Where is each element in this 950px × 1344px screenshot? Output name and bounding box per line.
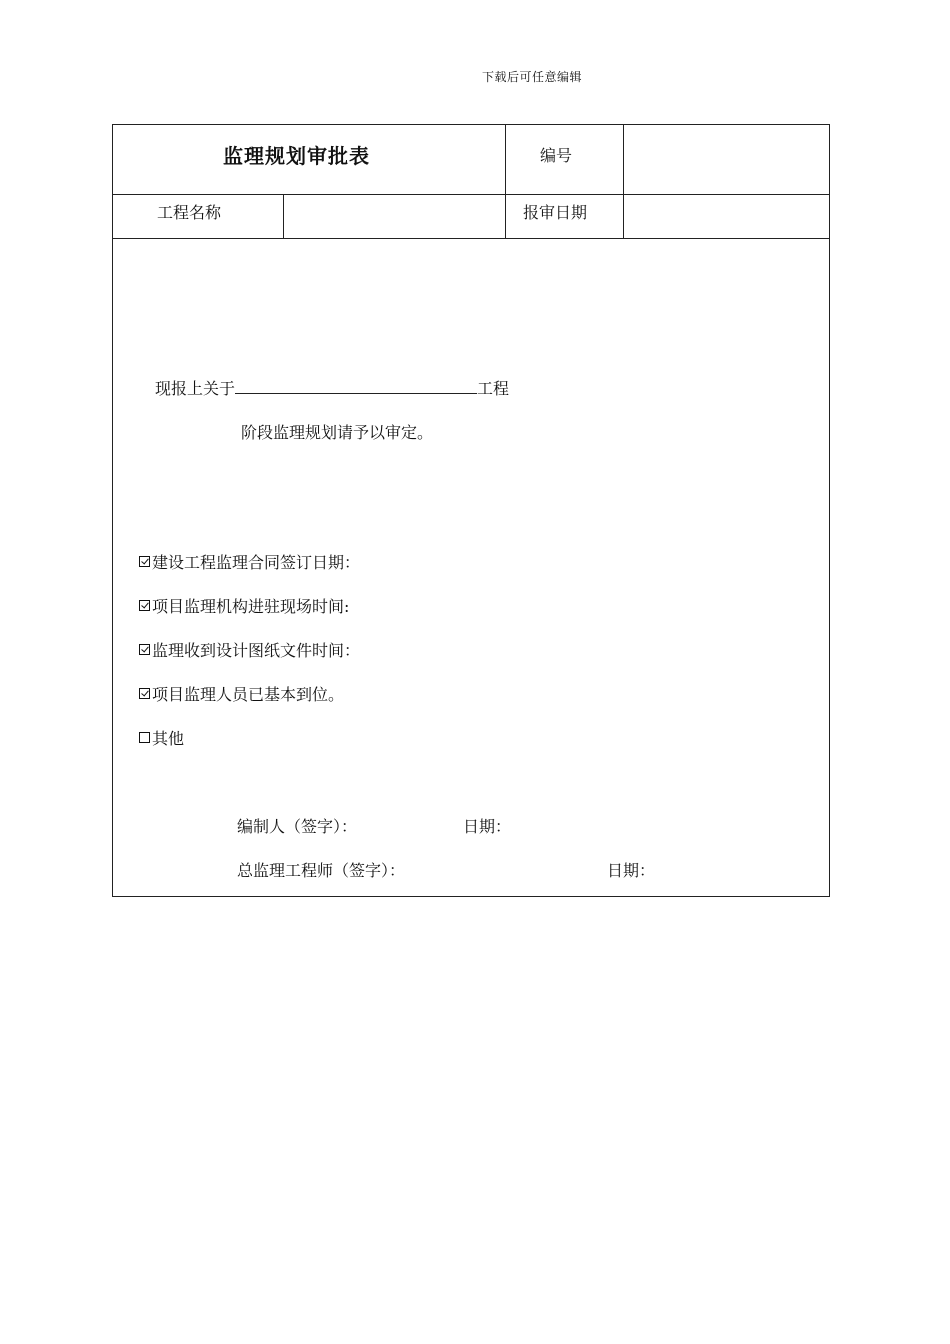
header-note: 下载后可任意编辑 — [482, 70, 583, 84]
project-blank-line[interactable] — [235, 381, 477, 394]
row-divider-1 — [113, 194, 829, 195]
checklist-item[interactable] — [139, 726, 184, 749]
checklist-item[interactable] — [139, 550, 360, 573]
checklist-item-label: 建设工程监理合同签订日期： — [152, 553, 361, 572]
checked-box-icon[interactable] — [139, 688, 150, 699]
checklist-item-label: 其他 — [152, 729, 185, 748]
checklist-item-label: 监理收到设计图纸文件时间： — [152, 641, 361, 660]
checked-box-icon[interactable] — [139, 556, 150, 567]
preparer-date-label: 日期： — [463, 817, 512, 836]
project-name-label: 工程名称 — [157, 203, 222, 222]
number-label: 编号 — [540, 146, 573, 165]
checklist-item-label: 项目监理机构进驻现场时间: — [152, 597, 350, 616]
statement-prefix: 现报上关于 — [155, 379, 236, 398]
col-divider-title — [505, 125, 506, 238]
checklist-item-label: 项目监理人员已基本到位。 — [152, 685, 345, 704]
statement-line-2: 阶段监理规划请予以审定。 — [241, 423, 434, 442]
checked-box-icon[interactable] — [139, 644, 150, 655]
chief-date-label: 日期： — [607, 861, 656, 880]
preparer-signature-label: 编制人（签字）： — [237, 817, 358, 836]
unchecked-box-icon[interactable] — [139, 732, 150, 743]
col-divider-project — [283, 194, 284, 238]
col-divider-number — [623, 125, 624, 238]
row-divider-2 — [113, 238, 829, 239]
form-title: 监理规划审批表 — [223, 144, 370, 168]
checked-box-icon[interactable] — [139, 600, 150, 611]
checklist-item[interactable] — [139, 594, 349, 617]
approval-form — [112, 124, 830, 897]
chief-signature-label: 总监理工程师（签字）： — [237, 861, 406, 880]
statement-line-1 — [155, 376, 509, 399]
checklist-item[interactable] — [139, 638, 360, 661]
statement-suffix: 工程 — [477, 379, 510, 398]
submit-date-label: 报审日期 — [523, 203, 588, 222]
checklist-item[interactable] — [139, 682, 344, 705]
